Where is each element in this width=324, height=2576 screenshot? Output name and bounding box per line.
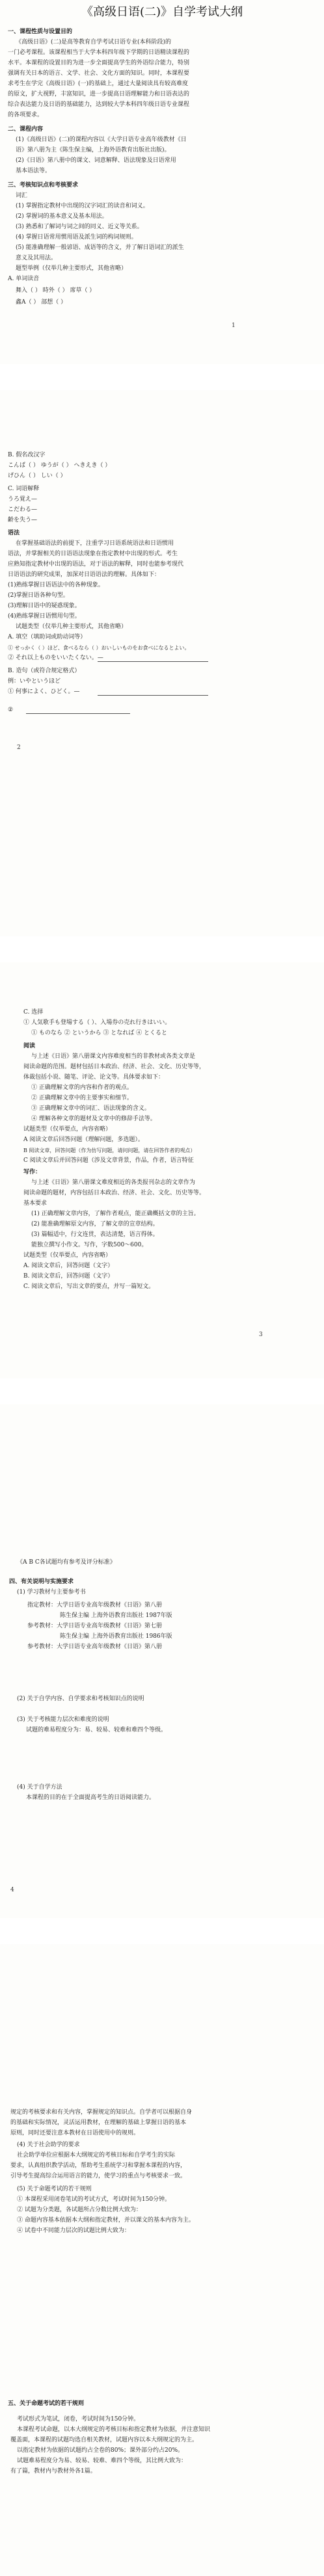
text-line: 语法，并掌握相关的日语语法现象在指定教材中出现的形式。考生 — [8, 551, 178, 557]
page-number: 2 — [17, 744, 21, 751]
text-line: ① 本课程采用闭卷笔试的考试方式，考试时间为150分钟。 — [17, 2196, 171, 2203]
text-line: (2)掌握日语各种句型。 — [8, 592, 69, 599]
text-line: ① せっかく（ ）ほど、食べるなら（ ）おいしいものをお食べになるとよい。 — [8, 645, 190, 651]
text-line: (4) 关于自学方法 — [17, 1784, 62, 1791]
page-gap — [0, 1378, 324, 1404]
text-line: ② それ以上ものをいいたくない。— — [8, 655, 103, 661]
text-line: 鑫A（ ） 部想（ ） — [16, 299, 67, 306]
text-line: 有了篇，教材内与教材外各1篇。 — [10, 2468, 96, 2475]
text-line: A. 阅读文章后，回答问题（文字） — [23, 1263, 114, 1269]
page-number: 3 — [259, 1332, 263, 1338]
text-line: 规定的考核要求和有关内容，掌握规定的知识点。自学者可以根据自身 — [10, 2109, 193, 2116]
text-line: こんぱ（ ） ゆうが（ ） へきえき（ ） — [8, 462, 111, 469]
text-line: ① 正确理解文章的内容和作者的观点。 — [31, 1084, 133, 1091]
text-line: A. 单词读音 — [8, 276, 40, 282]
page-gap — [0, 364, 324, 390]
answer-line — [98, 661, 208, 662]
text-line: 的各项要求。 — [8, 112, 44, 118]
text-line: (4)熟练掌握日语惯用句型。 — [8, 613, 81, 620]
text-line: 基本要求 — [23, 1200, 47, 1207]
text-line: 词汇 — [16, 192, 28, 199]
text-line: 一门必考课程。该课程相当于大学本科四年级下学期的日语精读课程的 — [8, 49, 190, 56]
text-line: (3) 篇幅适中，行文连贯，表达清楚，语言得体。 — [31, 1231, 159, 1238]
text-line: (3)理解日语中的疑惑现象。 — [8, 603, 81, 609]
text-line: ③ 命题内容基本依据本大纲和指定教材，并以课文的基本内容为主。 — [17, 2217, 195, 2224]
text-line: B. 阅读文章后，回答问题（文字） — [23, 1273, 114, 1280]
text-line: A. 填空（填助词或助动词等） — [8, 634, 87, 640]
page-number: 1 — [232, 322, 236, 329]
text-line: 体裁包括小说、随笔、评论、论文等。具体要求如下： — [23, 1074, 165, 1081]
text-line: うろ覚え— — [8, 496, 38, 503]
text-line: (2) 能准确理解原文内容，了解文章的宣章结构。 — [31, 1221, 159, 1228]
section-4-heading: 四、有关说明与实施要求 — [9, 1579, 74, 1585]
text-line: 阅读命题的范围。题材包括日本政治、经济、社会、文化、历史等等， — [23, 1064, 206, 1070]
text-line: こだわる— — [8, 506, 38, 513]
text-line: (3) 关于考核能力层次和难度的说明 — [17, 1716, 109, 1723]
text-line: 齢を失う— — [8, 517, 38, 523]
text-line: 能独立撰写小作文。写作，字数500～600。 — [31, 1242, 148, 1248]
text-line: 强调有关日本的语言、文学、社会、文化方面的知识。同时，本课程要 — [8, 70, 190, 77]
text-line: げひん（ ） しい（ ） — [8, 473, 66, 479]
text-line: 引导考生提高综合运用语言的能力，使学习的重点与考核要求一致。 — [10, 2173, 187, 2179]
text-line: 试题的难易程度分为：易、较易、较难和难四个等级。 — [26, 1727, 167, 1733]
text-line: 的原文，扩大视野，丰富知识，进一步提高日语理解能力和日语表达的 — [8, 91, 190, 98]
text-line: 语》第八册为主《陈生保主编，上海外语教育出版社出版)。 — [16, 147, 170, 153]
text-line: 日语语法的研究成果，加深对日语语法的理解。具体如下： — [8, 572, 161, 578]
text-line: 社会助学单位应根据本大纲规定的考核目标和自学考生的实际 — [17, 2152, 176, 2159]
text-line: C. 选择 — [23, 1009, 44, 1016]
text-line: (5) 关于命题考试的若干规则 — [17, 2186, 92, 2192]
text-line: (1) 学习教材与主要参考书 — [17, 1589, 86, 1596]
text-line: 阅读命题的题材，内容包括日本政治、经济、社会、文化、历史等等。 — [23, 1190, 206, 1196]
text-line: 阅读 — [23, 1043, 36, 1049]
text-line: ② 正确理解文章中的主要事实和细节。 — [31, 1095, 133, 1101]
text-line: ① ものなら ② というから ③ となれば ④ とくると — [31, 1030, 168, 1036]
text-line: 指定教材：大学日语专业高年级教材《日语》第八册 — [27, 1602, 163, 1609]
text-line: 陈生保主编 上海外语教育出版社 1987年版 — [60, 1612, 172, 1619]
text-line: (2) 掌握词的基本意义及基本用法。 — [16, 213, 108, 220]
text-line: 陈生保主编 上海外语教育出版社 1986年版 — [60, 1633, 172, 1640]
text-line: 意义及其用法。 — [16, 255, 57, 261]
doc-title: 《高级日语(二)》自学考试大纲 — [81, 5, 243, 19]
text-line: ① 何事によく、ひどく。— — [8, 689, 80, 695]
text-line: (1)《高级日语》(二)的课程内容以《大学日语专业高年级教材《日 — [16, 137, 187, 143]
text-line: 综合表达能力及日语的基础能力，达到较大学本科四年级日语专业课程 — [8, 101, 190, 108]
text-line: 水平。本课程的设置目的为进一步全面提高学生的外语综合能力，特别 — [8, 60, 190, 66]
text-line: 原则，同时还要注意本教材在日语使用中的规则。 — [10, 2130, 140, 2136]
text-line: 求考生在学完《高级日语》(一)的基础上，通过大量阅读具有较高难度 — [8, 81, 189, 87]
section-1-heading: 一、课程性质与设置目的 — [8, 29, 73, 35]
text-line: (3) 熟悉和了解词与词之间的同义、近义等关系。 — [16, 224, 143, 230]
answer-line — [98, 695, 208, 696]
page-gap — [0, 936, 324, 962]
text-line: 参考教材：大学日语专业高年级教材《日语》第七册 — [27, 1623, 163, 1629]
text-line: 例：いやというほど — [8, 678, 61, 685]
page-gap — [0, 1918, 324, 1944]
text-line: (1) 正确理解文章内容，了解作者观点，能正确概括文章的主旨。 — [31, 1211, 200, 1217]
text-line: C. 词语解释 — [8, 486, 40, 492]
text-line: 应熟知指定教材中出现的语法，对于语法的解释，同时也能参考现代 — [8, 561, 184, 568]
text-line: 《高级日语》(二)是高等教育自学考试日语专业(本科阶段)的 — [16, 39, 172, 46]
text-line: 试题类型（仅举要点，内容省略） — [23, 1252, 112, 1259]
text-line: (5) 能准确理解一般谚语、成语等的含义，并了解日语词汇的派生 — [16, 244, 184, 251]
text-line: A 阅读文章后回答问题（理解问题，多选题）。 — [23, 1137, 144, 1143]
text-line: 语法 — [8, 530, 20, 536]
text-line: 试题难易程度分为易、较易、较难、难四个等级，其比例大致为： — [17, 2458, 187, 2464]
text-line: C. 阅读文章后，写出文章的要点，并写一篇短文。 — [23, 1283, 155, 1290]
text-line: B 阅读文章，回答问题（作为仿写问题，请问问题，请在回答作者的观点） — [23, 1148, 196, 1153]
text-line: 的基础和实际情况，灵活运用教材，在理解的基础上掌握日语的基本 — [10, 2120, 187, 2126]
text-line: 《A B C各试题均有参考及评分标准》 — [17, 1559, 116, 1566]
text-line: (4) 掌握日语常用惯用语及派生词的构词规则。 — [16, 234, 137, 241]
page-number: 4 — [10, 1887, 14, 1893]
text-line: B. 造句（或符合规定格式） — [8, 668, 81, 674]
text-line: 覆盖面，本课程的试题均选自相关教材，试题内容以本大纲规定的为主。 — [10, 2437, 198, 2443]
text-line: 考试形式为笔试，闭卷，考试时间为150分钟。 — [17, 2416, 140, 2423]
section-5-heading: 五、关于命题考试的若干规则 — [8, 2400, 85, 2407]
text-line: 与上述《日语》第八册课文内容难度相当的非教材或各类文章是 — [31, 1053, 196, 1060]
text-line: (2)《日语》第八册中的课文、词意解释、语法现象及日语常用 — [16, 157, 176, 164]
answer-line — [26, 713, 130, 714]
text-line: B. 假名改汉字 — [8, 452, 46, 458]
text-line: 试题类型（仅举几种主要形式，其他省略） — [16, 624, 128, 630]
text-line: 写作： — [23, 1169, 42, 1176]
section-3-heading: 三、考核知识点和考核要求 — [8, 182, 79, 189]
text-line: C 阅读文章后并回答问题（涉及文章背景，作品，作者，语言特征 — [23, 1157, 194, 1164]
text-line: 参考教材：大学日语专业高年级教材《日语》第八册 — [27, 1644, 163, 1650]
text-line: 在掌握基础语法的前提下，注重学习日语系统语法和日语惯用 — [16, 540, 174, 547]
text-line: 本课程的目的在于全面提高考生的日语阅读能力。 — [26, 1794, 155, 1801]
text-line: 题型举例（仅举几种主要形式，其他省略） — [16, 265, 128, 272]
text-line: (1) 掌握指定教材中出现的汉字词汇的读音和词义。 — [16, 203, 149, 209]
text-line: 本课程考试命题，以本大纲规定的考核目标和指定教材为依据，并注意知识 — [17, 2426, 211, 2433]
text-line: ③ 正确理解文章中的词汇、语法现象的含义。 — [31, 1105, 150, 1112]
section-2-heading: 二、课程内容 — [8, 126, 44, 133]
text-line: 要求，认真组织教学活动，帮助考生系统学习和掌握本课程的内容， — [10, 2162, 187, 2169]
text-line: ④ 试卷中不同能力层次的试题比例大致为： — [17, 2228, 130, 2234]
text-line: 基本语法等。 — [16, 168, 51, 174]
text-line: ④ 理解各种文章的题材及文章中的修辞手法等。 — [31, 1116, 156, 1122]
text-line: ① 人気歌手も登場する（ ）、入場券の売れ行きはいい。 — [23, 1019, 171, 1026]
text-line: 试题类型（仅举要点，内容省略） — [23, 1126, 112, 1133]
text-line: ② — [8, 707, 14, 713]
text-line: ② 试题为分类题，各试题所占分数比例大致为： — [17, 2207, 142, 2213]
text-line: 与上述《日语》第八册课文难度相近的各类报刊杂志的文章作为 — [31, 1179, 196, 1186]
text-line: (2) 关于自学内容、自学要求和考核知识点的说明 — [17, 1696, 144, 1702]
text-line: (4) 关于社会助学的要求 — [17, 2142, 80, 2148]
text-line: 以指定教材为依据的试题约占全卷的80%；课外部分约占20%。 — [17, 2447, 184, 2454]
text-line: (1)熟练掌握日语语法中的各种现象。 — [8, 582, 104, 588]
text-line: 舞入（ ） 時外（ ） 席草（ ） — [16, 287, 96, 294]
